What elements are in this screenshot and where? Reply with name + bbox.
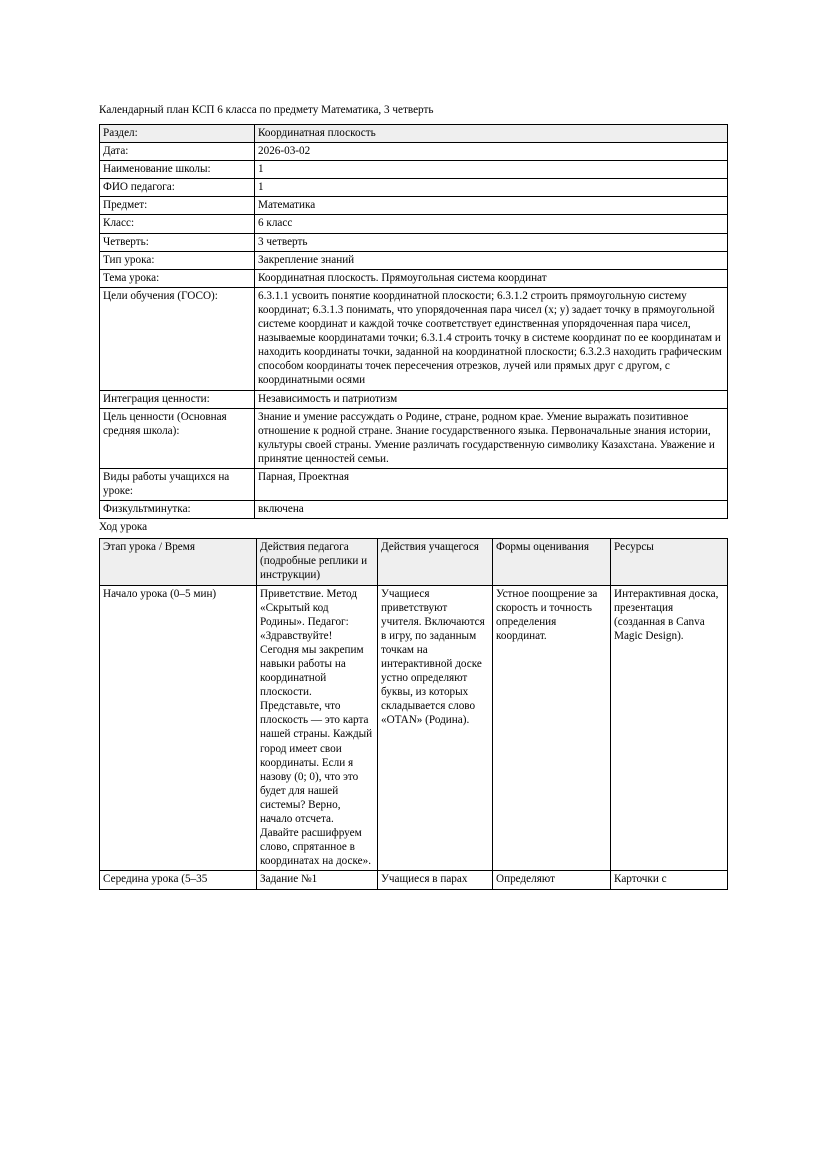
table-row [100,390,728,408]
table-row [100,871,728,889]
info-label: Тип урока: [100,251,255,269]
cell-teacher-actions: Приветствие. Метод «Скрытый код Родины». Педагог: «Здравствуйте! Сегодня мы закрепим навыки работы на координатной плоскости. Представьте, что плоскость — это карта нашей страны. Каждый город имеет свои координаты. Если я назову (0; 0), что это будет для нашей системы? Верно, начало отсчета. Давайте расшифруем слово, спрятанное в координатах на доске». [257,585,378,871]
info-label: Цель ценности (Основная средняя школа): [100,408,255,468]
info-value: 1 [255,179,728,197]
info-label: Четверть: [100,233,255,251]
info-label: Предмет: [100,197,255,215]
column-header-stage: Этап урока / Время [100,539,257,585]
info-value: 2026-03-02 [255,143,728,161]
table-row [100,269,728,287]
info-label: Виды работы учащихся на уроке: [100,468,255,500]
cell-student-actions: Учащиеся приветствуют учителя. Включаются в игру, по заданным точкам на интерактивной доске устно определяют буквы, из которых складывается слово «OTAN» (Родина). [378,585,493,871]
cell-stage: Середина урока (5–35 [100,871,257,889]
cell-student-actions: Учащиеся в парах [378,871,493,889]
table-row [100,179,728,197]
lesson-flow-heading: Ход урока [99,521,148,534]
table-row [100,161,728,179]
column-header-teacher-actions: Действия педагога (подробные реплики и инструкции) [257,539,378,585]
cell-stage: Начало урока (0–5 мин) [100,585,257,871]
lesson-flow-body [100,585,728,889]
column-header-resources: Ресурсы [611,539,728,585]
info-label: Физкультминутка: [100,501,255,519]
table-row-value-goal [100,408,728,468]
info-value: Математика [255,197,728,215]
info-value: Знание и умение рассуждать о Родине, стране, родном крае. Умение выражать позитивное отношение к родной стране. Знание государственного языка. Первоначальные знания истории, культуры своей страны. Умение различать государственную символику Казахстана. Уважение и принятие ценностей семьи. [255,408,728,468]
info-value: Закрепление знаний [255,251,728,269]
info-value: Координатная плоскость. Прямоугольная система координат [255,269,728,287]
table-row [100,215,728,233]
table-row [100,468,728,500]
table-row [100,501,728,519]
lesson-info-body [100,125,728,519]
cell-teacher-actions: Задание №1 [257,871,378,889]
table-row [100,143,728,161]
info-label: Тема урока: [100,269,255,287]
table-row [100,197,728,215]
info-label: Раздел: [100,125,255,143]
info-label: ФИО педагога: [100,179,255,197]
column-header-student-actions: Действия учащегося [378,539,493,585]
info-value: Координатная плоскость [255,125,728,143]
cell-resources: Карточки с [611,871,728,889]
info-value: 3 четверть [255,233,728,251]
cell-assessment: Устное поощрение за скорость и точность определения координат. [493,585,611,871]
info-value: 1 [255,161,728,179]
info-label: Цели обучения (ГОСО): [100,287,255,390]
table-row [100,251,728,269]
cell-resources: Интерактивная доска, презентация (созданная в Canva Magic Design). [611,585,728,871]
cell-assessment: Определяют [493,871,611,889]
document-page [99,103,727,890]
table-row-learning-objectives [100,287,728,390]
page-title: Календарный план КСП 6 класса по предмету Математика, 3 четверть [99,104,434,116]
lesson-flow-table [99,538,728,889]
table-header-row [100,539,728,585]
info-label: Интеграция ценности: [100,390,255,408]
info-value: 6 класс [255,215,728,233]
info-value: 6.3.1.1 усвоить понятие координатной плоскости; 6.3.1.2 строить прямоугольную систему координат; 6.3.1.3 понимать, что упорядоченная пара чисел (х; у) задает точку в прямоугольной системе координат и каждой точке соответствует единственная упорядоченная пара чисел, называемые координатами точки; 6.3.1.4 строить точку в системе координат по ее координатам и находить координаты точки, заданной на координатной плоскости; 6.3.2.3 находить графическим способом координаты точек пересечения отрезков, лучей или прямых друг с другом, с координатными осями [255,287,728,390]
info-label: Класс: [100,215,255,233]
info-value: включена [255,501,728,519]
table-row [100,125,728,143]
table-row [100,585,728,871]
lesson-flow-head [100,539,728,585]
column-header-assessment: Формы оценивания [493,539,611,585]
info-label: Дата: [100,143,255,161]
info-value: Парная, Проектная [255,468,728,500]
info-value: Независимость и патриотизм [255,390,728,408]
lesson-info-table [99,124,728,519]
info-label: Наименование школы: [100,161,255,179]
table-row [100,233,728,251]
